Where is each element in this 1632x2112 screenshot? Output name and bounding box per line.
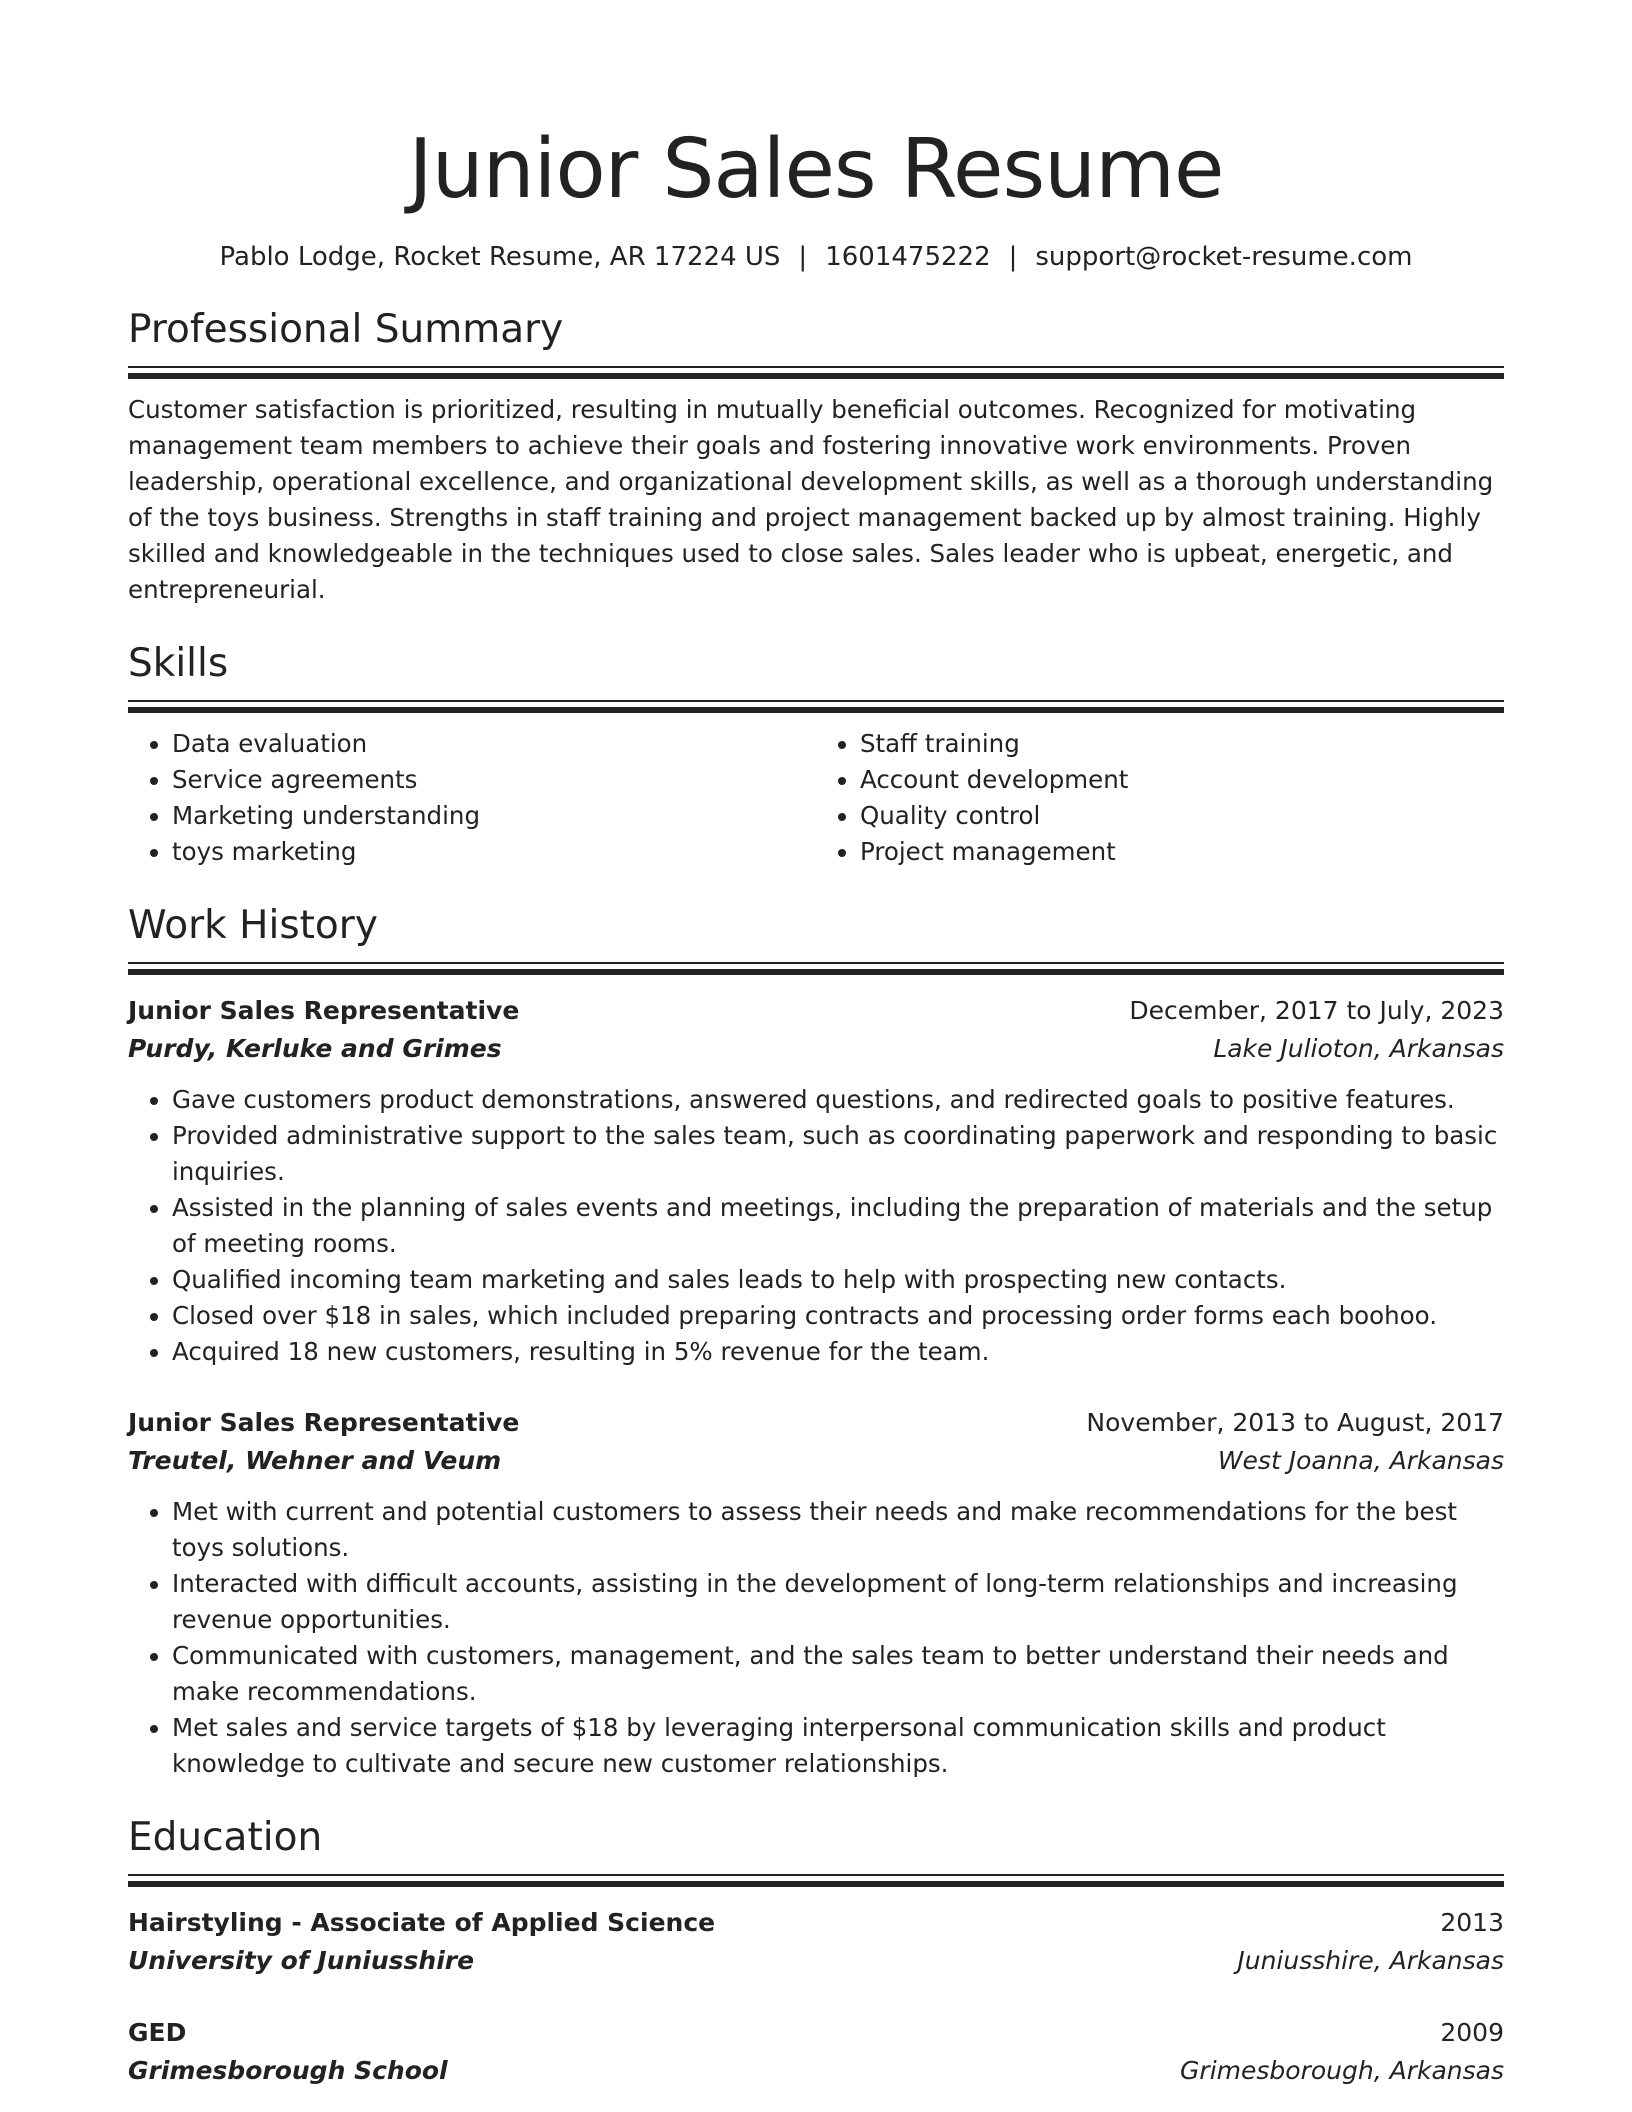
education-heading: Education <box>128 1815 323 1860</box>
job-company-row <box>128 1030 1504 1068</box>
skill-item: • Account development <box>860 762 1504 798</box>
education-header-row <box>128 2014 1504 2052</box>
job-entry <box>128 1404 1504 1782</box>
education-entry <box>128 2014 1504 2090</box>
contact-email: support@rocket-resume.com <box>1035 242 1413 272</box>
job-bullets <box>128 1082 1504 1370</box>
job-title: Junior Sales Representative <box>128 1408 520 1437</box>
summary-section <box>128 306 1504 608</box>
education-section <box>128 1814 1504 2090</box>
job-dates: November, 2013 to August, 2017 <box>1086 1408 1504 1437</box>
skill-item: • Data evaluation <box>172 726 816 762</box>
skill-item: • Quality control <box>860 798 1504 834</box>
education-year: 2013 <box>1440 1908 1504 1937</box>
contact-separator: | <box>1008 242 1018 272</box>
job-bullet: • Qualified incoming team marketing and sales leads to help with prospecting new contacts. <box>172 1262 1504 1298</box>
contact-address: Pablo Lodge, Rocket Resume, AR 17224 US <box>219 242 781 272</box>
job-header-row <box>128 1404 1504 1442</box>
work-section <box>128 902 1504 1782</box>
contact-phone: 1601475222 <box>825 242 991 272</box>
education-degree: GED <box>128 2018 187 2047</box>
education-year: 2009 <box>1440 2018 1504 2047</box>
job-entry <box>128 992 1504 1370</box>
skill-item: • Marketing understanding <box>172 798 816 834</box>
skill-item: • Project management <box>860 834 1504 870</box>
education-school-row <box>128 2052 1504 2090</box>
job-company: Purdy, Kerluke and Grimes <box>128 1034 502 1063</box>
education-header-row <box>128 1904 1504 1942</box>
job-header-row <box>128 992 1504 1030</box>
job-bullet: • Assisted in the planning of sales events and meetings, including the preparation of materials and the setup of meeting rooms. <box>172 1190 1504 1262</box>
summary-text: Customer satisfaction is prioritized, resulting in mutually beneficial outcomes. Recognized for motivating management team members to achieve their goals and fostering innovative work environments. Proven leadership, operational excellence, and organizational development skills, as well as a thorough understanding of the toys business. Strengths in staff training and project management backed up by almost training. Highly skilled and knowledgeable in the techniques used to close sales. Sales leader who is upbeat, energetic, and entrepreneurial. <box>128 395 1494 604</box>
skill-item: • toys marketing <box>172 834 816 870</box>
contact-line <box>128 240 1504 274</box>
education-degree: Hairstyling - Associate of Applied Science <box>128 1908 716 1937</box>
education-school: Grimesborough School <box>128 2056 448 2085</box>
skills-right-list <box>816 726 1504 870</box>
job-bullet: • Acquired 18 new customers, resulting in 5% revenue for the team. <box>172 1334 1504 1370</box>
job-bullet: • Met with current and potential customers to assess their needs and make recommendations for the best toys solutions. <box>172 1494 1504 1566</box>
education-location: Juniusshire, Arkansas <box>1237 1946 1504 1975</box>
education-entry <box>128 1904 1504 1980</box>
summary-heading: Professional Summary <box>128 307 564 352</box>
job-bullet: • Communicated with customers, management, and the sales team to better understand their needs and make recommendations. <box>172 1638 1504 1710</box>
section-divider <box>128 962 1504 974</box>
contact-separator: | <box>798 242 808 272</box>
job-company: Treutel, Wehner and Veum <box>128 1446 502 1475</box>
job-bullet: • Interacted with difficult accounts, assisting in the development of long-term relationships and increasing revenue opportunities. <box>172 1566 1504 1638</box>
job-location: Lake Julioton, Arkansas <box>1213 1034 1504 1063</box>
job-location: West Joanna, Arkansas <box>1217 1446 1504 1475</box>
job-bullet: • Provided administrative support to the sales team, such as coordinating paperwork and responding to basic inquiries. <box>172 1118 1504 1190</box>
job-title: Junior Sales Representative <box>128 996 520 1025</box>
section-divider <box>128 366 1504 378</box>
skill-item: • Staff training <box>860 726 1504 762</box>
education-location: Grimesborough, Arkansas <box>1180 2056 1504 2085</box>
skills-columns <box>128 726 1504 870</box>
section-divider <box>128 1874 1504 1886</box>
job-bullet: • Gave customers product demonstrations, answered questions, and redirected goals to positive features. <box>172 1082 1504 1118</box>
section-divider <box>128 700 1504 712</box>
skills-left-list <box>128 726 816 870</box>
education-school: University of Juniusshire <box>128 1946 475 1975</box>
work-heading: Work History <box>128 903 378 948</box>
resume-title: Junior Sales Resume <box>408 122 1224 217</box>
job-bullet: • Closed over $18 in sales, which included preparing contracts and processing order forms each boohoo. <box>172 1298 1504 1334</box>
job-bullet: • Met sales and service targets of $18 by leveraging interpersonal communication skills and product knowledge to cultivate and secure new customer relationships. <box>172 1710 1504 1782</box>
job-dates: December, 2017 to July, 2023 <box>1129 996 1504 1025</box>
education-school-row <box>128 1942 1504 1980</box>
job-bullets <box>128 1494 1504 1782</box>
job-company-row <box>128 1442 1504 1480</box>
skills-heading: Skills <box>128 641 229 686</box>
skills-section <box>128 640 1504 870</box>
skill-item: • Service agreements <box>172 762 816 798</box>
